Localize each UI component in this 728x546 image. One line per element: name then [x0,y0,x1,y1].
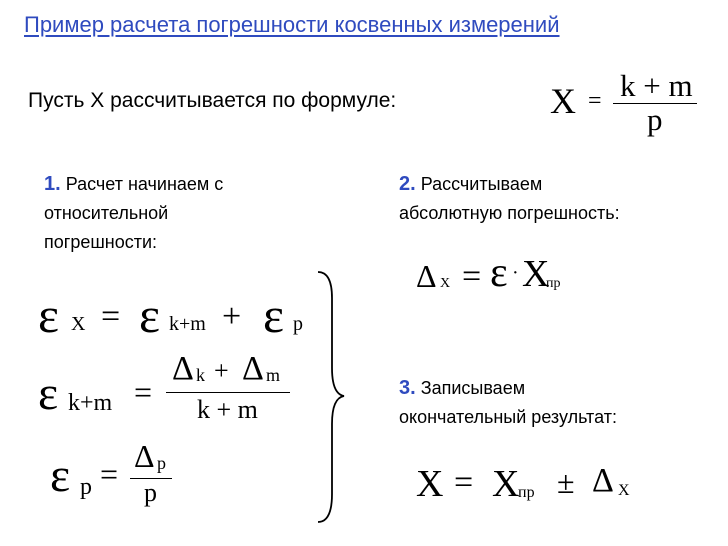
step-1-line2: относительной [44,203,169,223]
delta-x-subscript: X [440,276,451,291]
delta-k-subscript: k [196,365,205,385]
delta-x-eps: ε [490,250,508,296]
step-1-text [44,170,223,257]
eps-p-symbol: ε [263,287,284,343]
step-3-line1: Записываем [420,378,526,398]
delta-x-symbol: Δ [416,258,437,294]
main-formula-denominator: p [647,102,663,137]
delta-m-symbol: Δ [242,350,264,387]
result-pm: ± [557,464,575,500]
curly-brace-icon [300,268,350,528]
main-formula-lhs: X [550,81,576,121]
step-2-line1: Рассчитываем [420,174,543,194]
delta-x-bigx: X [522,253,550,295]
eps-p2-symbol: ε [50,449,71,502]
eps-km2-subscript: k+m [68,390,113,416]
step-2-text [399,170,620,228]
delta-x-eq: = [462,258,482,295]
eps-p2-subscript: p [80,474,92,500]
eps-km2-eq: = [134,374,153,410]
eps-km-fraction-bar [166,392,290,393]
delta-p-subscript: p [157,453,166,473]
eps-km2-symbol: ε [38,367,59,420]
delta-k-symbol: Δ [172,350,194,387]
eps-km-subscript: k+m [169,313,206,335]
eps-km-symbol: ε [139,287,160,343]
delta-p-symbol: Δ [134,438,155,474]
eps-x-subscript: X [71,313,86,335]
delta-x-dot: · [512,262,519,284]
step-3-text [399,374,617,432]
step-2-line2: абсолютную погрешность: [399,203,620,223]
intro-text: Пусть X рассчитывается по формуле: [28,89,397,112]
result-pr-subscript: пр [518,484,535,501]
eps-km-denominator: k + m [197,395,258,424]
step-1-line3: погрешности: [44,232,158,252]
result-x: X [416,463,444,505]
eps-p-subscript: p [293,313,303,335]
main-formula-numerator: k + m [620,68,693,103]
step-2-number: 2. [399,173,416,195]
eps-p-denominator: p [144,478,157,507]
main-formula-eq: = [588,88,602,114]
delta-m-subscript: m [266,365,281,385]
delta-x-pr-subscript: пр [546,276,561,291]
page-title: Пример расчета погрешности косвенных измерений [24,12,560,37]
delta-plus: + [214,356,229,385]
result-delta: Δ [592,462,614,499]
result-eq: = [454,464,474,501]
result-delta-subscript: X [618,482,630,499]
step-3-line2: окончательный результат: [399,407,617,427]
step-3-number: 3. [399,377,416,399]
eps-x-plus: + [222,298,242,335]
result-xpr: X [492,463,520,505]
eps-x-eq: = [101,298,121,335]
step-1-number: 1. [44,173,61,195]
eps-p2-eq: = [100,456,119,492]
step-1-line1: Расчет начинаем с [65,174,224,194]
eps-x-symbol: ε [38,287,59,343]
